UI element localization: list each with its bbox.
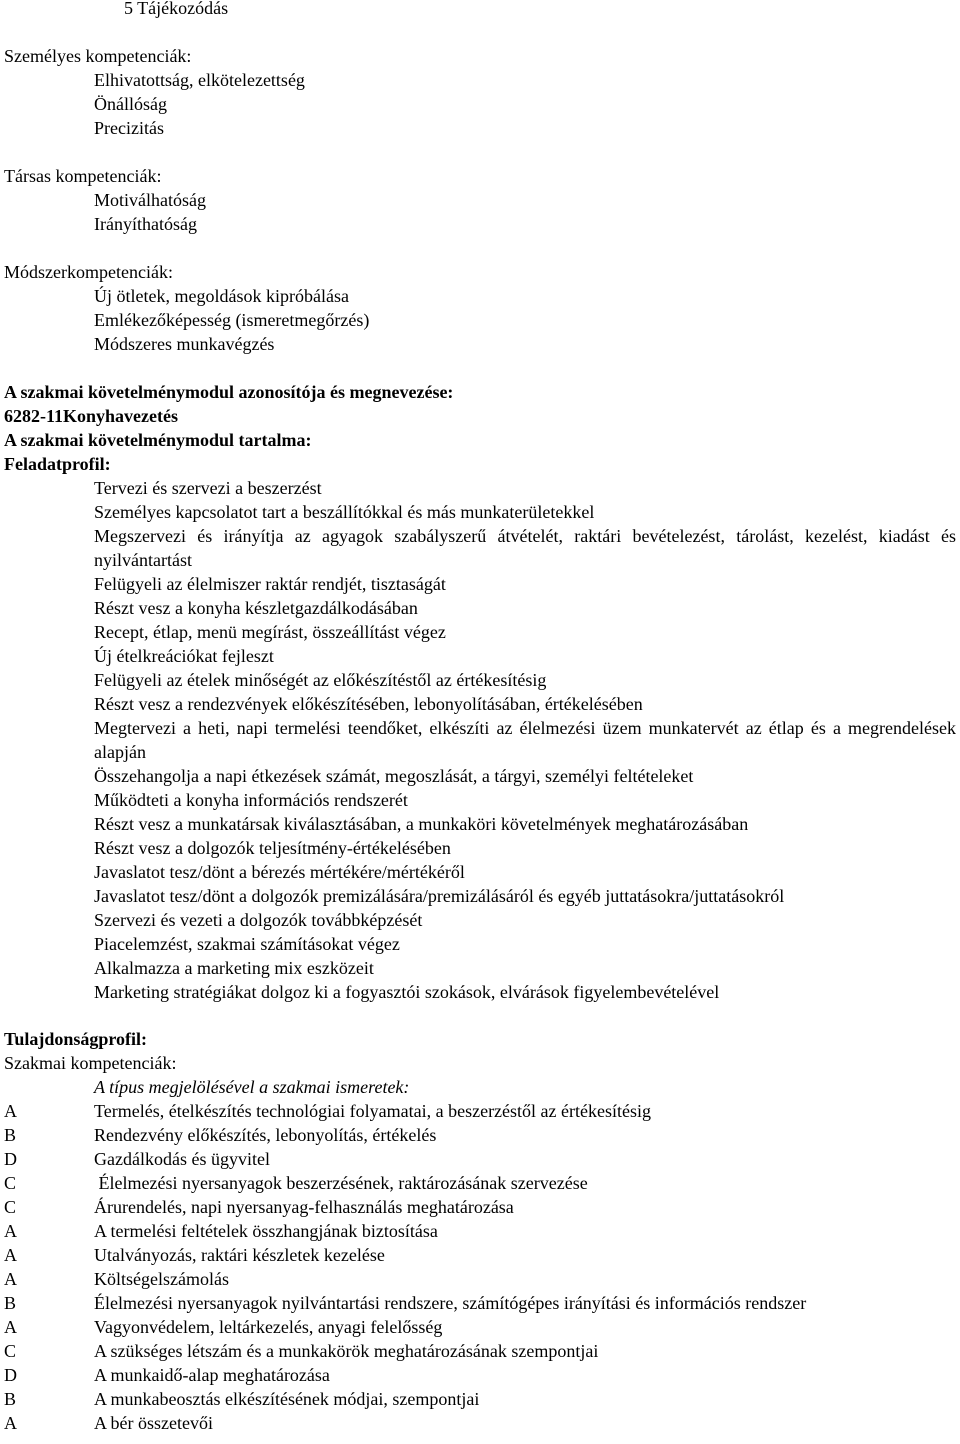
social-competencies-label: Társas kompetenciák: [4, 166, 162, 186]
knowledge-type: D [4, 1365, 17, 1385]
knowledge-row [4, 1315, 956, 1339]
knowledge-type: C [4, 1173, 17, 1193]
knowledge-text: A munkabeosztás elkészítésének módjai, szempontjai [94, 1389, 480, 1409]
module-id-label: A szakmai követelménymodul azonosítója és megnevezése: [4, 382, 454, 402]
task-item: Megszervezi és irányítja az agyagok szabályszerű átvételét, raktári bevételezést, tárolást, kezelést, kiadást és nyilvántartást [94, 526, 956, 570]
task-profile-label: Feladatprofil: [4, 454, 111, 474]
module-content-label: A szakmai követelménymodul tartalma: [4, 430, 312, 450]
knowledge-text: A termelési feltételek összhangjának biztosítása [94, 1221, 438, 1241]
knowledge-row [4, 1171, 956, 1195]
social-competency-item: Irányíthatóság [94, 214, 197, 234]
task-item: Alkalmazza a marketing mix eszközeit [94, 958, 374, 978]
knowledge-row [4, 1411, 956, 1435]
property-profile-label: Tulajdonságprofil: [4, 1029, 148, 1049]
task-item: Működteti a konyha információs rendszerét [94, 790, 408, 810]
knowledge-row [4, 1123, 956, 1147]
knowledge-row [4, 1147, 956, 1171]
knowledge-row [4, 1195, 956, 1219]
knowledge-text: Élelmezési nyersanyagok nyilvántartási rendszere, számítógépes irányítási és információs rendszer [94, 1293, 807, 1313]
knowledge-type: D [4, 1149, 17, 1169]
type-note: A típus megjelölésével a szakmai ismeretek: [94, 1077, 410, 1097]
knowledge-type: C [4, 1341, 17, 1361]
task-item: Recept, étlap, menü megírást, összeállítást végez [94, 622, 446, 642]
task-item: Szervezi és vezeti a dolgozók továbbképzését [94, 910, 423, 930]
knowledge-row [4, 1099, 956, 1123]
social-competency-item: Motiválhatóság [94, 190, 206, 210]
knowledge-text: Árurendelés, napi nyersanyag-felhasználás meghatározása [94, 1197, 514, 1217]
method-competency-item: Emlékezőképesség (ismeretmegőrzés) [94, 310, 370, 330]
task-item: Részt vesz a konyha készletgazdálkodásában [94, 598, 418, 618]
task-item: Részt vesz a dolgozók teljesítmény-értékelésében [94, 838, 451, 858]
knowledge-type: B [4, 1125, 17, 1145]
knowledge-type: C [4, 1197, 17, 1217]
task-item: Javaslatot tesz/dönt a dolgozók premizálására/premizálásáról és egyéb juttatásokra/juttatásokról [94, 886, 785, 906]
knowledge-text: Rendezvény előkészítés, lebonyolítás, értékelés [94, 1125, 437, 1145]
task-item: Részt vesz a munkatársak kiválasztásában, a munkaköri követelmények meghatározásában [94, 814, 749, 834]
knowledge-text: A munkaidő-alap meghatározása [94, 1365, 330, 1385]
knowledge-type: A [4, 1101, 17, 1121]
knowledge-type: B [4, 1293, 17, 1313]
knowledge-row [4, 1291, 956, 1315]
knowledge-type: A [4, 1317, 17, 1337]
task-item: Új ételkreációkat fejleszt [94, 646, 274, 666]
knowledge-text: Vagyonvédelem, leltárkezelés, anyagi felelősség [94, 1317, 443, 1337]
knowledge-row [4, 1387, 956, 1411]
knowledge-type: B [4, 1389, 17, 1409]
knowledge-row [4, 1243, 956, 1267]
personal-competencies-label: Személyes kompetenciák: [4, 46, 192, 66]
knowledge-text: A szükséges létszám és a munkakörök meghatározásának szempontjai [94, 1341, 599, 1361]
professional-competencies-label: Szakmai kompetenciák: [4, 1053, 177, 1073]
knowledge-text: Termelés, ételkészítés technológiai folyamatai, a beszerzéstől az értékesítésig [94, 1101, 651, 1121]
knowledge-row [4, 1339, 956, 1363]
personal-competency-item: Elhivatottság, elkötelezettség [94, 70, 305, 90]
task-item: Marketing stratégiákat dolgoz ki a fogyasztói szokások, elvárások figyelembevételével [94, 982, 720, 1002]
knowledge-type: A [4, 1221, 17, 1241]
task-item: Részt vesz a rendezvények előkészítésében, lebonyolításában, értékelésében [94, 694, 643, 714]
knowledge-type: A [4, 1245, 17, 1265]
knowledge-text: Költségelszámolás [94, 1269, 229, 1289]
knowledge-text: Utalványozás, raktári készletek kezelése [94, 1245, 385, 1265]
task-item: Összehangolja a napi étkezések számát, megoszlását, a tárgyi, személyi feltételeket [94, 766, 694, 786]
module-id-value: 6282-11Konyhavezetés [4, 406, 178, 426]
personal-competency-item: Precizitás [94, 118, 164, 138]
knowledge-text: Gazdálkodás és ügyvitel [94, 1149, 270, 1169]
task-item: Felügyeli az ételek minőségét az előkészítéstől az értékesítésig [94, 670, 547, 690]
knowledge-row [4, 1267, 956, 1291]
task-item: Személyes kapcsolatot tart a beszállítókkal és más munkaterületekkel [94, 502, 595, 522]
task-item: Megtervezi a heti, napi termelési teendőket, elkészíti az élelmezési üzem munkatervét az étlap és a megrendelések alapján [94, 718, 956, 762]
task-item: Tervezi és szervezi a beszerzést [94, 478, 322, 498]
task-item: Piacelemzést, szakmai számításokat végez [94, 934, 400, 954]
method-competency-item: Módszeres munkavégzés [94, 334, 275, 354]
document-page [4, 0, 956, 1435]
section-heading: 5 Tájékozódás [124, 0, 229, 18]
knowledge-text: A bér összetevői [94, 1413, 213, 1433]
method-competency-item: Új ötletek, megoldások kipróbálása [94, 286, 349, 306]
knowledge-row [4, 1219, 956, 1243]
knowledge-type: A [4, 1413, 17, 1433]
task-item: Javaslatot tesz/dönt a bérezés mértékére/mértékéről [94, 862, 465, 882]
knowledge-type: A [4, 1269, 17, 1289]
method-competencies-label: Módszerkompetenciák: [4, 262, 173, 282]
personal-competency-item: Önállóság [94, 94, 167, 114]
task-item: Felügyeli az élelmiszer raktár rendjét, tisztaságát [94, 574, 446, 594]
knowledge-text: Élelmezési nyersanyagok beszerzésének, raktározásának szervezése [94, 1173, 588, 1193]
knowledge-row [4, 1363, 956, 1387]
